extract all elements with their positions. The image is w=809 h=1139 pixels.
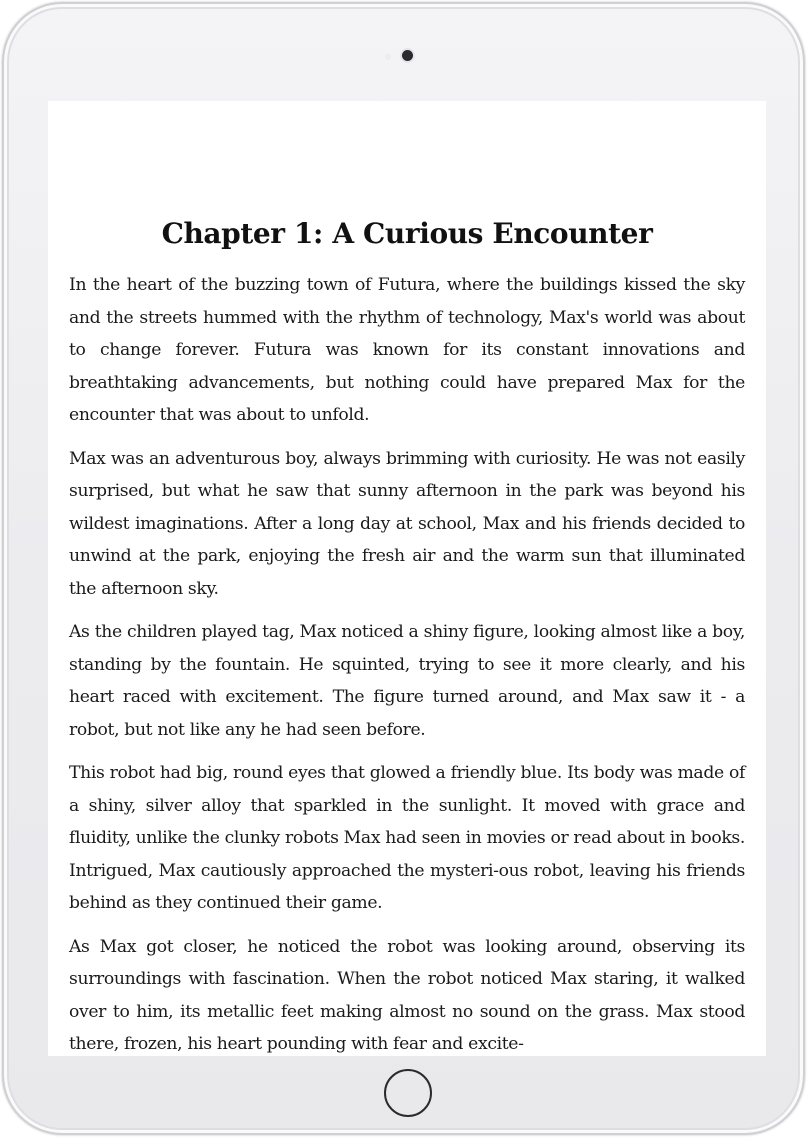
paragraph: In the heart of the buzzing town of Futura, where the buildings kissed the sky and the streets hummed with the rhythm of technology, Max's world was about to change forever. Futura was known for its constant innovations and breathtaking advancements, but nothing could have prepared Max for the encounter that was about to unfold.	[69, 275, 745, 425]
paragraph: As the children played tag, Max noticed a shiny figure, looking almost like a boy, standing by the fountain. He squinted, trying to see it more clearly, and his heart raced with excitement. The figure turned around, and Max saw it - a robot, but not like any he had seen before.	[69, 622, 745, 740]
chapter-title: Chapter 1: A Curious Encounter	[161, 217, 653, 250]
paragraph: As Max got closer, he noticed the robot was looking around, observing its surroundings with fascination. When the robot noticed Max staring, it walked over to him, its metallic feet making almost no sound on the grass. Max stood there, frozen, his heart pounding with fear and excite-	[69, 936, 745, 1054]
paragraph: Max was an adventurous boy, always brimming with curiosity. He was not easily surprised, but what he saw that sunny afternoon in the park was beyond his wildest imaginations. After a long day at school, Max and his friends decided to unwind at the park, enjoying the fresh air and the warm sun that illuminated the afternoon sky.	[69, 448, 745, 599]
home-button[interactable]	[384, 1069, 432, 1117]
light-sensor-icon	[385, 54, 391, 60]
paragraph: This robot had big, round eyes that glowed a friendly blue. Its body was made of a shiny, silver alloy that sparkled in the sunlight. It moved with grace and fluidity, unlike the clunky robots Max had seen in movies or read about in books. Intrigued, Max cautiously approached the mysteri-ous robot, leaving his friends behind as they continued their game.	[69, 763, 745, 913]
chapter-body	[69, 269, 745, 1056]
reader-screen[interactable]	[48, 101, 766, 1056]
front-camera-icon	[402, 50, 413, 61]
tablet-frame	[2, 2, 805, 1135]
